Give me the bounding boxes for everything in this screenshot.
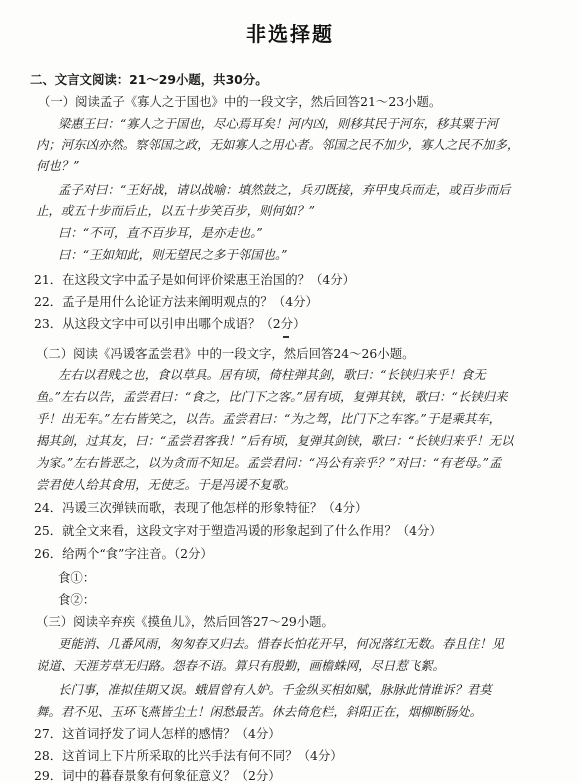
part3-text-line: 更能消、几番风雨，匆匆春又归去。惜春长怕花开早，何况落红无数。春且住！见 — [58, 636, 505, 651]
part1-text-line: 内；河东凶亦然。察邻国之政，无如寡人之用心者。邻国之民不加少，寡人之民不加多， — [36, 137, 520, 152]
question-29: 29．词中的暮春景象有何象征意义？（2分） — [34, 768, 281, 783]
part3-heading: （三）阅读辛弃疾《摸鱼儿》，然后回答27～29小题。 — [36, 614, 334, 629]
part1-text-line: 止，或五十步而后止，以五十步笑百步，则何如？” — [36, 203, 315, 218]
question-28: 28．这首词上下片所采取的比兴手法有何不同？（4分） — [34, 748, 343, 763]
part3-text-line: 说道、天涯芳草无归路。怨春不语。算只有殷勤，画檐蛛网，尽日惹飞絮。 — [36, 658, 445, 673]
question-27: 27．这首词抒发了词人怎样的感情？（4分） — [34, 726, 281, 741]
question-25: 25．就全文来看，这段文字对于塑造冯谖的形象起到了什么作用？（4分） — [34, 523, 442, 538]
question-24: 24．冯谖三次弹铗而歌，表现了他怎样的形象特征？（4分） — [34, 500, 368, 515]
section-heading: 二、文言文阅读：21～29小题，共30分。 — [30, 72, 268, 87]
question-23: 23．从这段文字中可以引申出哪个成语？（2分） — [34, 316, 306, 331]
part1-heading: （一）阅读孟子《寡人之于国也》中的一段文字，然后回答21～23小题。 — [38, 94, 442, 109]
part2-text-line: 尝君使人给其食用，无使乏。于是冯谖不复歌。 — [36, 477, 297, 492]
part2-text-line: 揭其剑，过其友，曰：“孟尝君客我！”后有顷，复弹其剑铗，歌曰：“长铗归来乎！无以 — [36, 433, 514, 448]
answer-blank-1[interactable]: 食①： — [58, 570, 96, 585]
part2-heading: （二）阅读《冯谖客孟尝君》中的一段文字，然后回答24～26小题。 — [36, 346, 415, 361]
part1-text-line: 孟子对曰：“王好战，请以战喻：填然鼓之，兵刃既接，弃甲曳兵而走，或百步而后 — [58, 182, 511, 197]
part1-text-line: 何也？” — [36, 158, 80, 173]
part2-text-line: 左右以君贱之也，食以草具。居有顷，倚柱弹其剑，歌曰：“长铗归来乎！食无 — [58, 367, 486, 382]
page-title: 非选择题 — [246, 22, 334, 46]
question-21: 21．在这段文字中孟子是如何评价梁惠王治国的？（4分） — [34, 272, 356, 287]
question-26: 26．给两个“食”字注音。（2分） — [34, 546, 213, 561]
part3-text-line: 长门事，准拟佳期又误。蛾眉曾有人妒。千金纵买相如赋，脉脉此情谁诉？君莫 — [58, 682, 492, 697]
part1-text-line: 曰：“不可，直不百步耳，是亦走也。” — [58, 225, 263, 240]
answer-blank-2[interactable]: 食②： — [58, 592, 96, 607]
part3-text-line: 舞。君不见、玉环飞燕皆尘土！闲愁最苦。休去倚危栏，斜阳正在，烟柳断肠处。 — [36, 704, 483, 719]
part2-text-line: 鱼。”左右以告，孟尝君曰：“食之，比门下之客。”居有顷，复弹其铗，歌曰：“长铗归来 — [36, 389, 508, 404]
page-divider-mark — [283, 336, 289, 338]
part1-text-line: 曰：“王如知此，则无望民之多于邻国也。” — [58, 247, 288, 262]
question-22: 22．孟子是用什么论证方法来阐明观点的？（4分） — [34, 294, 318, 309]
part1-text-line: 梁惠王曰：“寡人之于国也，尽心焉耳矣！河内凶，则移其民于河东，移其粟于河 — [58, 116, 499, 131]
part2-text-line: 为家。”左右皆恶之，以为贪而不知足。孟尝君问：“冯公有亲乎？”对曰：“有老母。”孟 — [36, 455, 502, 470]
part2-text-line: 乎！出无车。”左右皆笑之，以告。孟尝君曰：“为之驾，比门下之车客。”于是乘其车， — [36, 411, 502, 426]
